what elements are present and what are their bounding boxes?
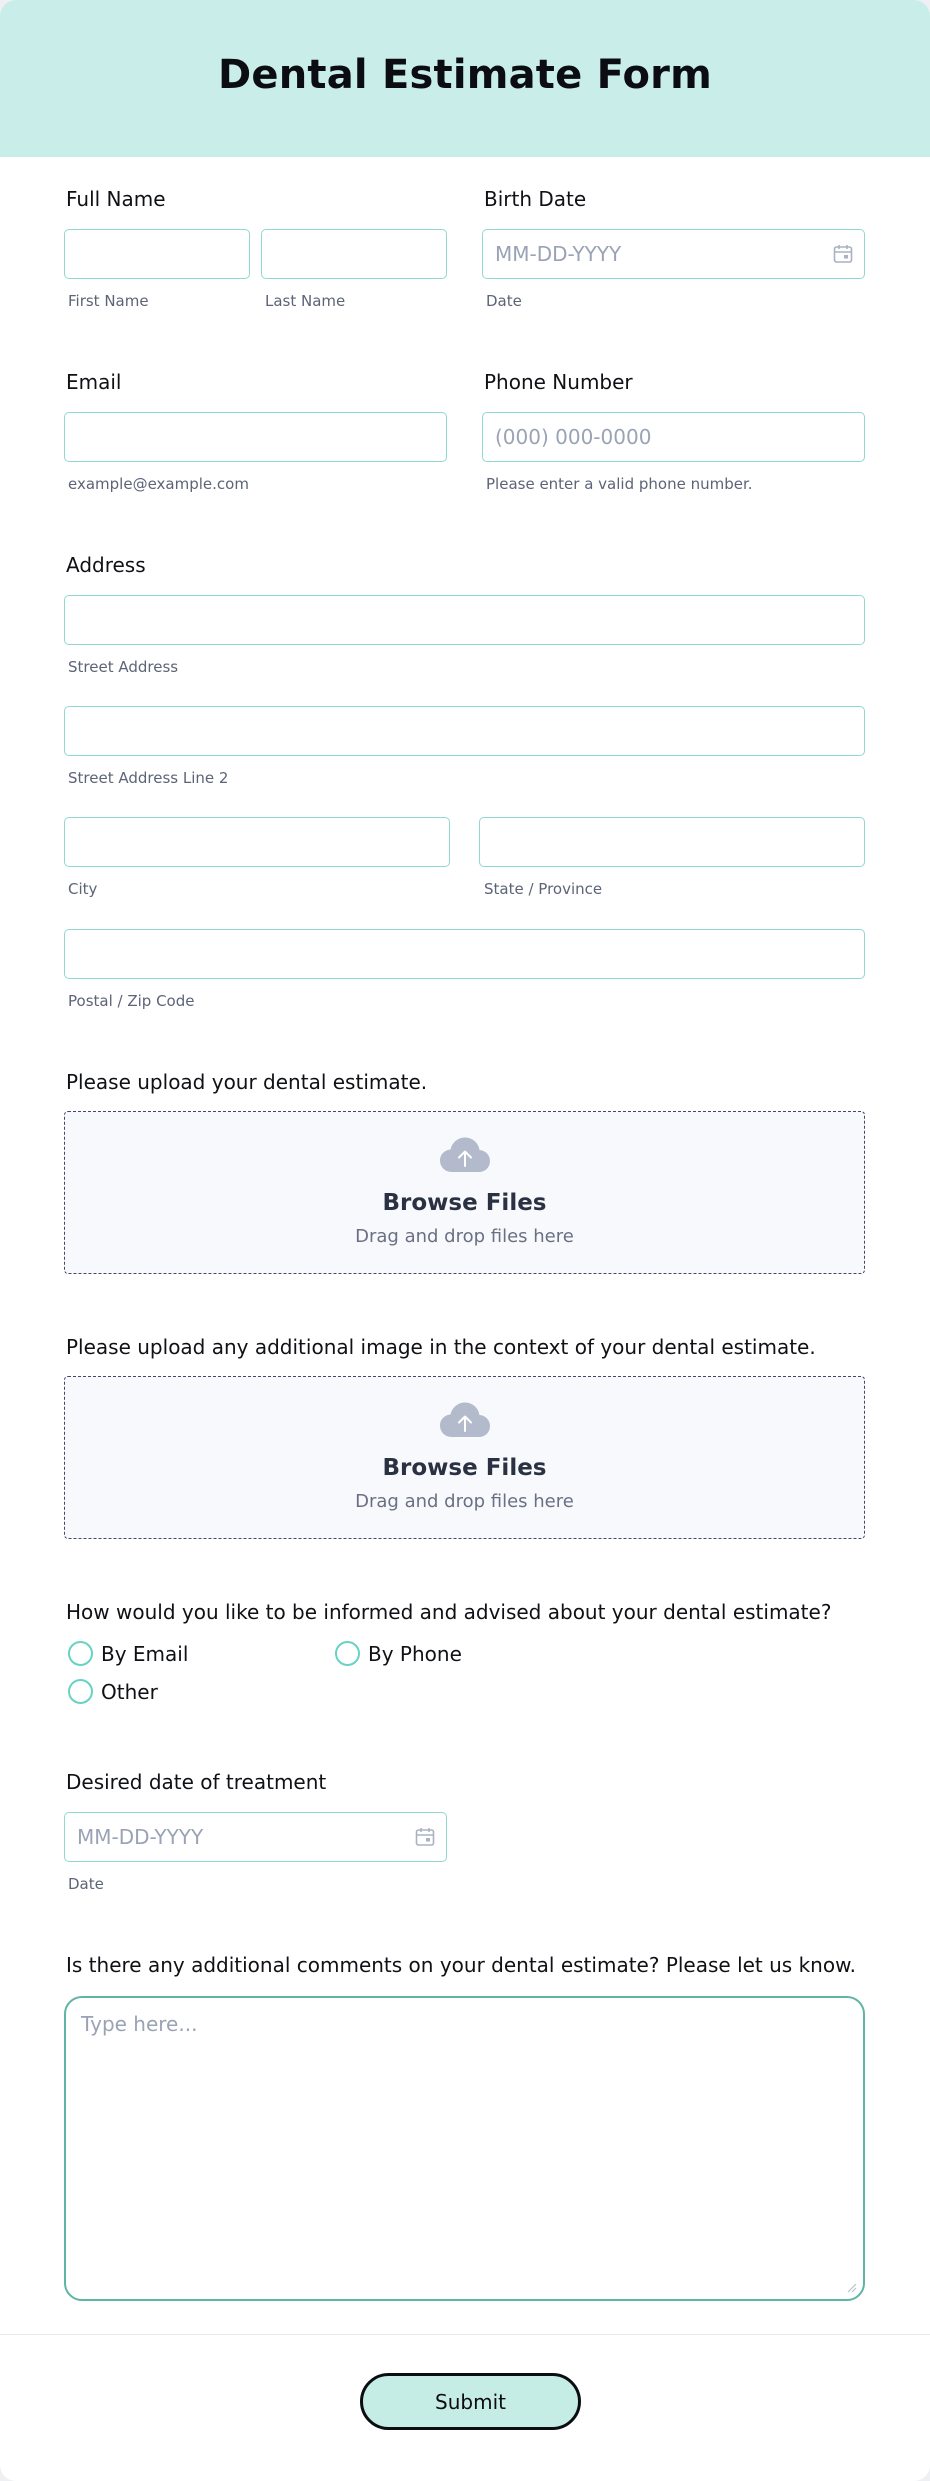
first-name-sublabel: First Name bbox=[68, 292, 149, 310]
phone-input[interactable] bbox=[482, 412, 865, 462]
calendar-icon[interactable] bbox=[832, 243, 854, 265]
browse-files-button[interactable]: Browse Files bbox=[382, 1190, 547, 1216]
form-header bbox=[0, 0, 930, 157]
radio-by-phone[interactable] bbox=[335, 1639, 495, 1669]
upload-image-label: Please upload any additional image in the context of your dental estimate. bbox=[66, 1335, 816, 1359]
birth-date-sublabel: Date bbox=[486, 292, 522, 310]
drag-drop-hint: Drag and drop files here bbox=[355, 1226, 574, 1247]
upload-image-dropzone[interactable] bbox=[64, 1376, 865, 1539]
calendar-icon[interactable] bbox=[414, 1826, 436, 1848]
state-sublabel: State / Province bbox=[484, 880, 603, 898]
radio-other[interactable] bbox=[68, 1677, 228, 1707]
cloud-upload-icon bbox=[439, 1136, 491, 1176]
treatment-date-input[interactable] bbox=[64, 1812, 447, 1862]
first-name-input[interactable] bbox=[64, 229, 250, 279]
treatment-date-label: Desired date of treatment bbox=[66, 1770, 327, 1794]
birth-date-placeholder: MM-DD-YYYY bbox=[495, 242, 622, 266]
radio-circle[interactable] bbox=[68, 1641, 93, 1666]
drag-drop-hint: Drag and drop files here bbox=[355, 1491, 574, 1512]
phone-placeholder: (000) 000-0000 bbox=[495, 425, 652, 449]
radio-label: By Email bbox=[101, 1642, 189, 1666]
cloud-upload-icon bbox=[439, 1401, 491, 1441]
full-name-label: Full Name bbox=[66, 187, 166, 211]
state-input[interactable] bbox=[479, 817, 865, 867]
radio-by-email[interactable] bbox=[68, 1639, 228, 1669]
street-address-line2-input[interactable] bbox=[64, 706, 865, 756]
phone-label: Phone Number bbox=[484, 370, 633, 394]
radio-circle[interactable] bbox=[335, 1641, 360, 1666]
zip-sublabel: Postal / Zip Code bbox=[68, 992, 195, 1010]
city-input[interactable] bbox=[64, 817, 450, 867]
radio-circle[interactable] bbox=[68, 1679, 93, 1704]
street-address-input[interactable] bbox=[64, 595, 865, 645]
email-sublabel: example@example.com bbox=[68, 475, 249, 493]
treatment-date-placeholder: MM-DD-YYYY bbox=[77, 1825, 204, 1849]
birth-date-label: Birth Date bbox=[484, 187, 587, 211]
submit-button[interactable]: Submit bbox=[360, 2373, 581, 2430]
email-label: Email bbox=[66, 370, 122, 394]
phone-sublabel: Please enter a valid phone number. bbox=[486, 475, 753, 493]
street-address-sublabel: Street Address bbox=[68, 658, 179, 676]
comments-placeholder: Type here... bbox=[81, 2012, 198, 2036]
city-sublabel: City bbox=[68, 880, 98, 898]
last-name-sublabel: Last Name bbox=[265, 292, 346, 310]
radio-label: By Phone bbox=[368, 1642, 462, 1666]
footer-divider bbox=[0, 2334, 930, 2335]
upload-estimate-label: Please upload your dental estimate. bbox=[66, 1070, 428, 1094]
address-label: Address bbox=[66, 553, 146, 577]
radio-label: Other bbox=[101, 1680, 158, 1704]
form-title: Dental Estimate Form bbox=[218, 52, 712, 98]
upload-estimate-dropzone[interactable] bbox=[64, 1111, 865, 1274]
resize-grip-icon[interactable] bbox=[845, 2281, 857, 2293]
comments-textarea[interactable] bbox=[64, 1996, 865, 2301]
contact-method-label: How would you like to be informed and advised about your dental estimate? bbox=[66, 1600, 832, 1624]
email-input[interactable] bbox=[64, 412, 447, 462]
browse-files-button[interactable]: Browse Files bbox=[382, 1455, 547, 1481]
comments-label: Is there any additional comments on your dental estimate? Please let us know. bbox=[66, 1953, 856, 1977]
treatment-date-sublabel: Date bbox=[68, 1875, 104, 1893]
last-name-input[interactable] bbox=[261, 229, 447, 279]
zip-input[interactable] bbox=[64, 929, 865, 979]
street-address-line2-sublabel: Street Address Line 2 bbox=[68, 769, 229, 787]
birth-date-input[interactable] bbox=[482, 229, 865, 279]
